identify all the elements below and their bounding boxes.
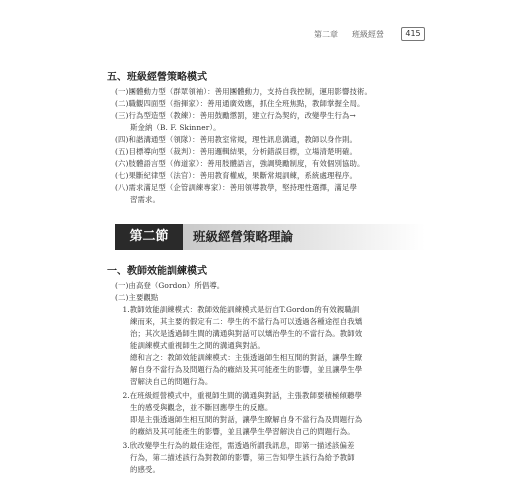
strategy-item: (三)行為型造型（教練）：善用鼓勵懲罰，建立行為契約，改變學生行為→ — [115, 111, 356, 120]
strategy-item: (一)團體動力型（群眾領袖）：善用團體動力，支持自我控制，運用影響技術。 — [115, 87, 372, 96]
body-line: 3.欣改變學生行為的最佳途徑，需透過所謂我訊息，即第一描述該偏差 — [115, 441, 355, 450]
body-line: 習解決自己的問題行為。 — [115, 377, 213, 386]
book-title: 班級經營 — [352, 30, 384, 39]
body-line: (二)主要觀點 — [115, 293, 159, 302]
section-title-teacher-effectiveness: 一、教師效能訓練模式 — [107, 266, 207, 277]
strategy-item: (六)肢體語言型（佈道家）：善用肢體語言，強調獎勵制度，有效個別協助。 — [115, 159, 365, 168]
body-line: 能訓練模式重視師生之間的溝通與對話。 — [115, 341, 265, 350]
body-line: 總和言之：教師效能訓練模式：主張透過師生相互間的對話，讓學生瞭 — [115, 353, 363, 362]
body-line: 即是主張透過師生相互間的對話，讓學生瞭解自身不當行為及問題行為 — [115, 415, 363, 424]
body-line: 練而來，其主要的假定有二：學生的不當行為可以透過各種途徑自我矯 — [115, 317, 363, 326]
page-number: 415 — [401, 27, 425, 41]
strategy-item: (八)需求滿足型（企管訓練專家）：善用領導教學，堅持理性選擇，滿足學 — [115, 183, 357, 192]
body-line: 生的感受與觀念，並不斷回應學生的反應。 — [115, 403, 273, 412]
body-line: (一)由高登（Gordon）所倡導。 — [115, 281, 225, 290]
strategy-item-continuation: 習需求。 — [115, 195, 160, 204]
strategy-item: (四)和諧溝通型（領隊）：善用教室常規，理性訊息溝通，教師以身作則。 — [115, 135, 357, 144]
chapter-label: 第二章 — [314, 30, 338, 39]
section-banner — [115, 224, 425, 250]
body-line: 2.在班級經營模式中，重視師生間的溝通與對話，主張教師要積極傾聽學 — [115, 391, 362, 400]
strategy-item: (七)果斷紀律型（法官）：善用教育權威，果斷常規訓練，系統處理程序。 — [115, 171, 357, 180]
section-banner-title: 班級經營策略理論 — [193, 229, 294, 244]
body-line: 解自身不當行為及問題行為的癥結及其可能產生的影響，並且讓學生學 — [115, 365, 363, 374]
body-line: 治；其次是透過師生間的溝通與對話可以矯治學生的不當行為。教師效 — [115, 329, 363, 338]
body-line: 行為，第二描述該行為對教師的影響，第三告知學生該行為給予教師 — [115, 453, 355, 462]
body-line: 1.教師效能訓練模式：教師效能訓練模式是衍自T.Gordon的有效親職訓 — [115, 305, 360, 314]
body-line: 的癥結及其可能產生的影響，並且讓學生學習解決自己的問題行為。 — [115, 427, 355, 436]
body-line: 的感受。 — [115, 465, 160, 474]
strategy-item-continuation: 斯金納（B. F. Skinner）。 — [115, 123, 221, 132]
running-header — [0, 29, 520, 43]
section-title-strategy-models: 五、班級經營策略模式 — [107, 72, 207, 83]
strategy-item: (五)目標導向型（裁判）：善用邏輯結果，分析錯誤目標，立場清楚明確。 — [115, 147, 357, 156]
strategy-item: (二)職觀四面型（指揮家）：善用通廣效應，抓住全班焦點，教師掌握全局。 — [115, 99, 365, 108]
section-banner-tag: 第二節 — [115, 224, 183, 250]
